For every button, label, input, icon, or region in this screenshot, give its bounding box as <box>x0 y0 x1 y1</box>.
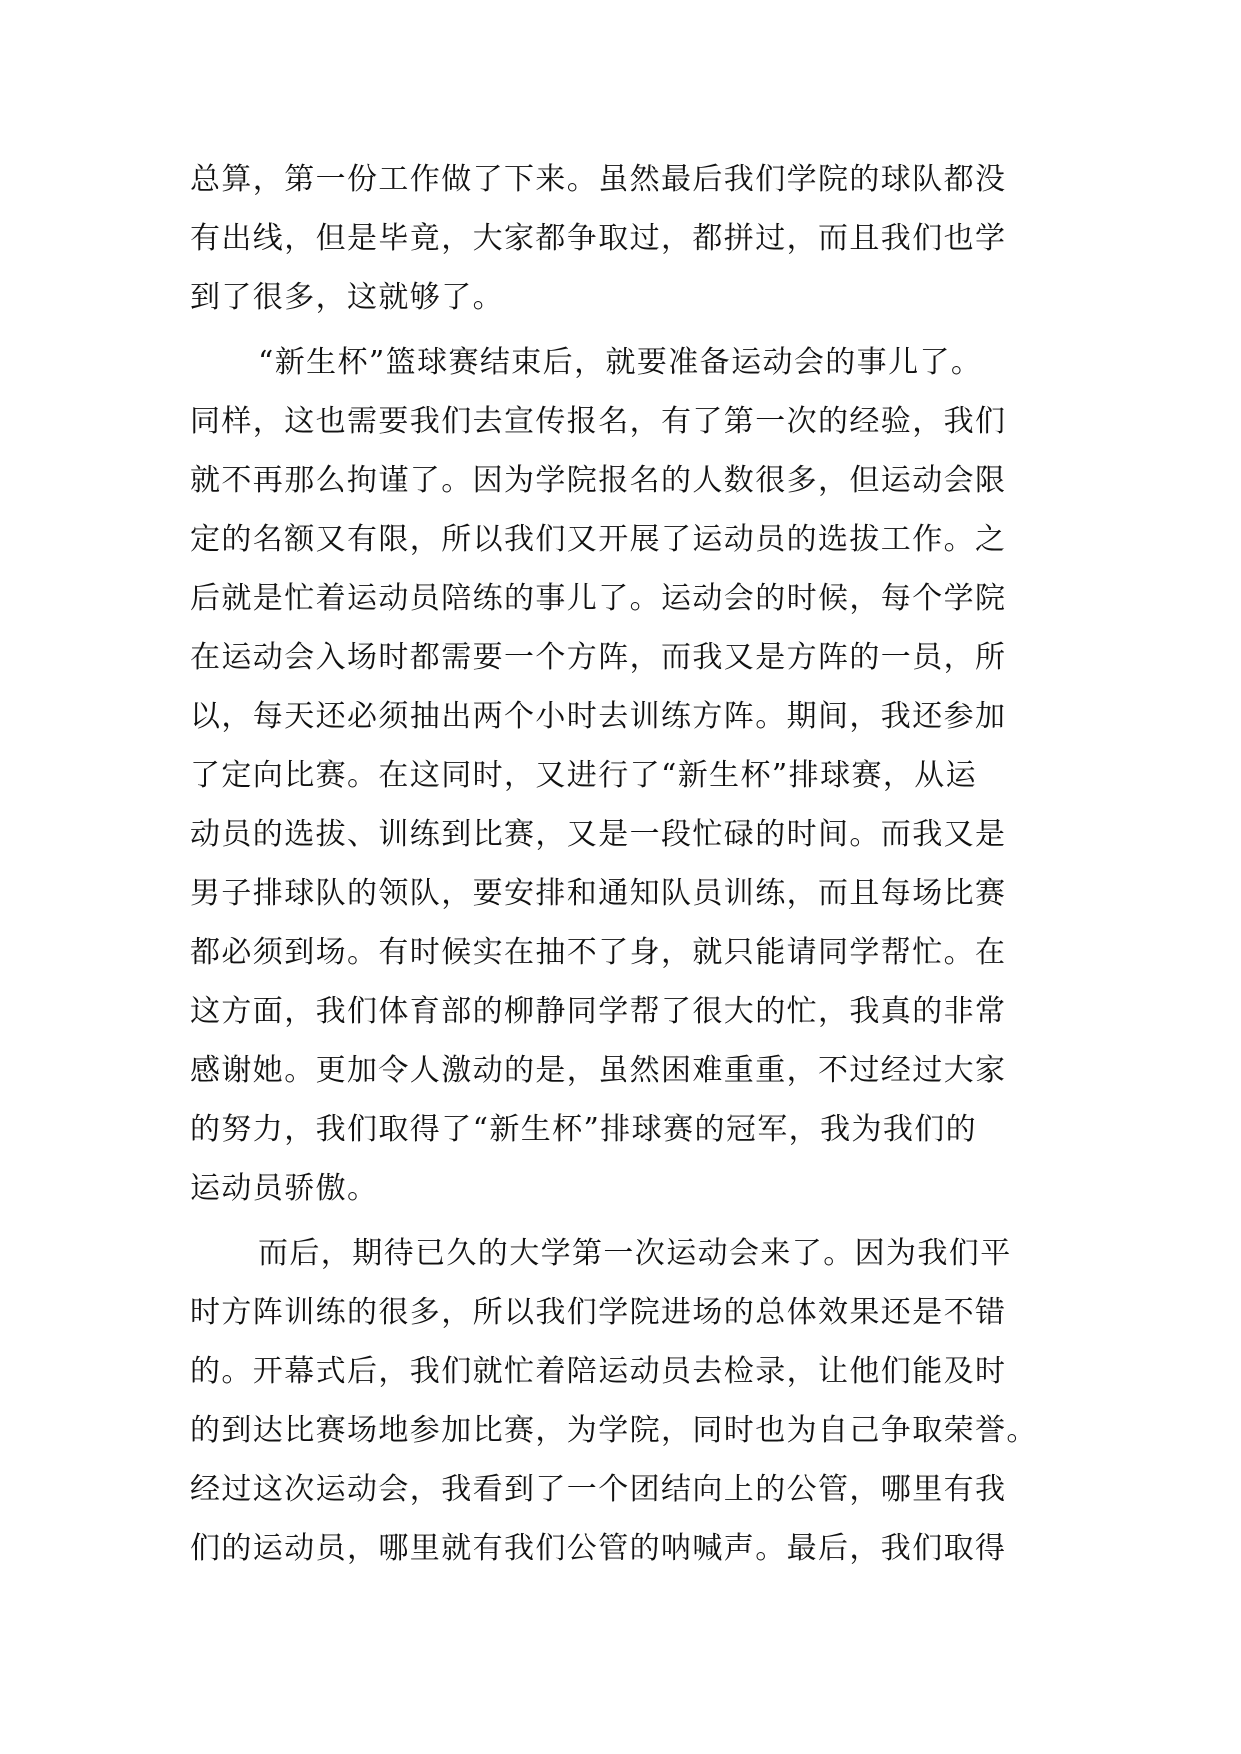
text-line: 男子排球队的领队，要安排和通知队员训练，而且每场比赛 <box>190 876 1007 911</box>
text-line: 经过这次运动会，我看到了一个团结向上的公管，哪里有我 <box>190 1472 1007 1507</box>
text-line: 感谢她。更加令人激动的是，虽然困难重重，不过经过大家 <box>190 1053 1007 1088</box>
text-line: 都必须到场。有时候实在抽不了身，就只能请同学帮忙。在 <box>190 935 1007 970</box>
paragraph-3 <box>190 1224 1058 1578</box>
text-line: 而后，期待已久的大学第一次运动会来了。因为我们平 <box>258 1236 1012 1271</box>
text-line: 这方面，我们体育部的柳静同学帮了很大的忙，我真的非常 <box>190 994 1007 1029</box>
text-line: 就不再那么拘谨了。因为学院报名的人数很多，但运动会限 <box>190 463 1007 498</box>
text-line: 定的名额又有限，所以我们又开展了运动员的选拔工作。之 <box>190 522 1007 557</box>
text-line: 同样，这也需要我们去宣传报名，有了第一次的经验，我们 <box>190 404 1007 439</box>
text-line: 以，每天还必须抽出两个小时去训练方阵。期间，我还参加 <box>190 699 1007 734</box>
text-line: 们的运动员，哪里就有我们公管的呐喊声。最后，我们取得 <box>190 1531 1007 1566</box>
text-line: 时方阵训练的很多，所以我们学院进场的总体效果还是不错 <box>190 1295 1007 1330</box>
paragraph-2 <box>190 333 1058 1218</box>
text-line: 在运动会入场时都需要一个方阵，而我又是方阵的一员，所 <box>190 640 1007 675</box>
text-line: “新生杯”篮球赛结束后，就要准备运动会的事儿了。 <box>258 345 983 380</box>
text-line: 运动员骄傲。 <box>190 1171 379 1206</box>
paragraph-1 <box>190 150 1058 327</box>
text-line: 总算，第一份工作做了下来。虽然最后我们学院的球队都没 <box>190 162 1007 197</box>
text-line: 的到达比赛场地参加比赛，为学院，同时也为自己争取荣誉。 <box>190 1413 1038 1448</box>
text-line: 有出线，但是毕竟，大家都争取过，都拼过，而且我们也学 <box>190 221 1007 256</box>
document-body <box>190 150 1058 1578</box>
text-line: 到了很多，这就够了。 <box>190 280 504 315</box>
text-line: 动员的选拔、训练到比赛，又是一段忙碌的时间。而我又是 <box>190 817 1007 852</box>
text-line: 了定向比赛。在这同时，又进行了“新生杯”排球赛，从运 <box>190 758 978 793</box>
text-line: 后就是忙着运动员陪练的事儿了。运动会的时候，每个学院 <box>190 581 1007 616</box>
text-line: 的努力，我们取得了“新生杯”排球赛的冠军，我为我们的 <box>190 1112 978 1147</box>
text-line: 的。开幕式后，我们就忙着陪运动员去检录，让他们能及时 <box>190 1354 1007 1389</box>
